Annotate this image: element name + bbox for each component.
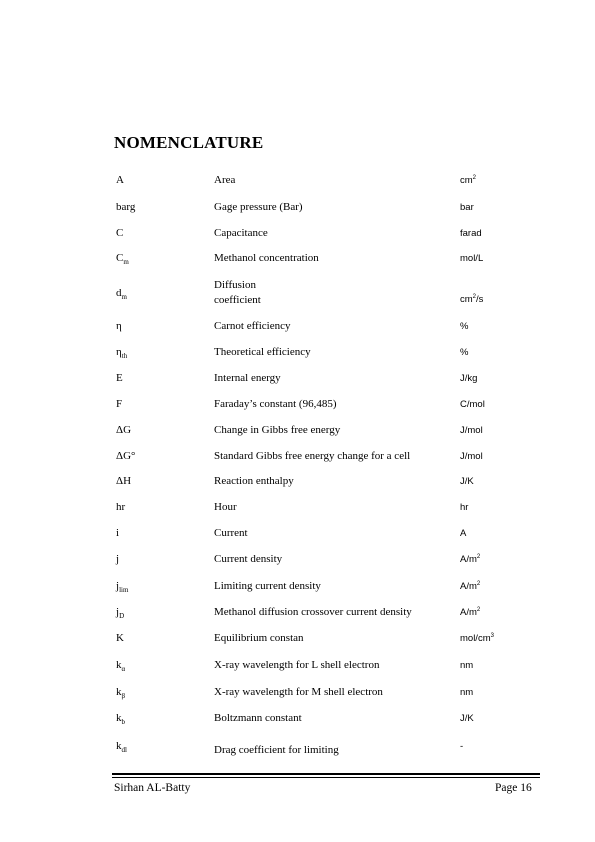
row-symbol: $k_{dl}$ xyxy=(116,740,127,755)
row-description: Change in Gibbs free energy xyxy=(214,424,341,436)
row-unit: bar xyxy=(460,202,474,213)
row-unit: $cm^2$ xyxy=(460,175,477,187)
row-description: Limiting current density xyxy=(214,580,321,592)
row-symbol: $j_D$ xyxy=(116,606,125,621)
row-symbol: $k_\alpha$ xyxy=(116,659,126,674)
footer-rule-thick xyxy=(112,773,540,775)
row-symbol: η xyxy=(116,320,122,332)
row-unit: mol/L xyxy=(460,253,484,264)
row-description: Internal energy xyxy=(214,372,281,384)
row-description: Gage pressure (Bar) xyxy=(214,201,303,213)
row-unit: $A/m^2$ xyxy=(460,607,481,619)
row-description: Current xyxy=(214,527,248,539)
row-symbol: ΔG xyxy=(116,424,132,436)
footer-page-number: Page 16 xyxy=(495,782,532,794)
row-symbol: E xyxy=(116,372,123,384)
row-symbol: $k_\beta$ xyxy=(116,686,126,701)
row-unit: $A/m^2$ xyxy=(460,581,481,593)
row-description: Area xyxy=(214,174,236,186)
row-description: Drag coefficient for limiting xyxy=(214,744,339,756)
row-unit: nm xyxy=(460,660,474,671)
row-symbol: $C_m$ xyxy=(116,252,129,267)
row-unit: mol/$cm^3$ xyxy=(460,633,494,645)
row-unit: hr xyxy=(460,502,469,513)
row-description: Methanol diffusion crossover current density xyxy=(214,606,412,618)
row-symbol: C xyxy=(116,227,124,239)
row-description: Faraday’s constant (96,485) xyxy=(214,398,337,410)
row-description: Boltzmann constant xyxy=(214,712,302,724)
row-description: Current density xyxy=(214,553,283,565)
row-symbol: $k_b$ xyxy=(116,712,125,727)
page-title: NOMENCLATURE xyxy=(114,133,264,152)
row-description: X-ray wavelength for M shell electron xyxy=(214,686,383,698)
row-unit: A xyxy=(460,528,467,539)
row-unit: farad xyxy=(460,228,482,239)
row-symbol: barg xyxy=(116,201,136,213)
row-symbol: hr xyxy=(116,501,126,513)
row-description: Reaction enthalpy xyxy=(214,475,294,487)
row-unit: % xyxy=(460,321,469,332)
row-description: Theoretical efficiency xyxy=(214,346,311,358)
row-unit: $A/m^2$ xyxy=(460,554,481,566)
row-symbol: i xyxy=(116,527,120,539)
row-description: X-ray wavelength for L shell electron xyxy=(214,659,380,671)
row-symbol: F xyxy=(116,398,123,410)
row-description: Standard Gibbs free energy change for a cell xyxy=(214,450,411,462)
row-description: Capacitance xyxy=(214,227,268,239)
row-symbol: ΔH xyxy=(116,475,132,487)
footer-rule-thin xyxy=(112,777,540,778)
row-description: Diffusion coefficient xyxy=(214,279,261,306)
row-symbol: ΔG° xyxy=(116,450,136,462)
row-symbol: $\eta_{th}$ xyxy=(116,346,128,361)
row-unit: $cm^2/s$ xyxy=(460,294,484,306)
footer-author: Sirhan AL-Batty xyxy=(114,782,191,794)
row-unit: J/K xyxy=(460,476,474,487)
row-unit: J/kg xyxy=(460,373,478,384)
row-unit: J/K xyxy=(460,713,474,724)
row-description: Equilibrium constan xyxy=(214,632,304,644)
row-unit: nm xyxy=(460,687,474,698)
row-symbol: A xyxy=(116,174,124,186)
row-description: Hour xyxy=(214,501,237,513)
row-symbol: $d_m$ xyxy=(116,287,127,302)
row-symbol: j xyxy=(116,553,120,565)
row-unit: % xyxy=(460,347,469,358)
row-unit: J/mol xyxy=(460,425,483,436)
row-symbol: K xyxy=(116,632,124,644)
row-unit: C/mol xyxy=(460,399,485,410)
row-description: Methanol concentration xyxy=(214,252,319,264)
row-description: Carnot efficiency xyxy=(214,320,291,332)
row-symbol: $j_{lim}$ xyxy=(116,580,129,595)
row-unit: J/mol xyxy=(460,451,483,462)
row-unit: - xyxy=(460,741,464,752)
